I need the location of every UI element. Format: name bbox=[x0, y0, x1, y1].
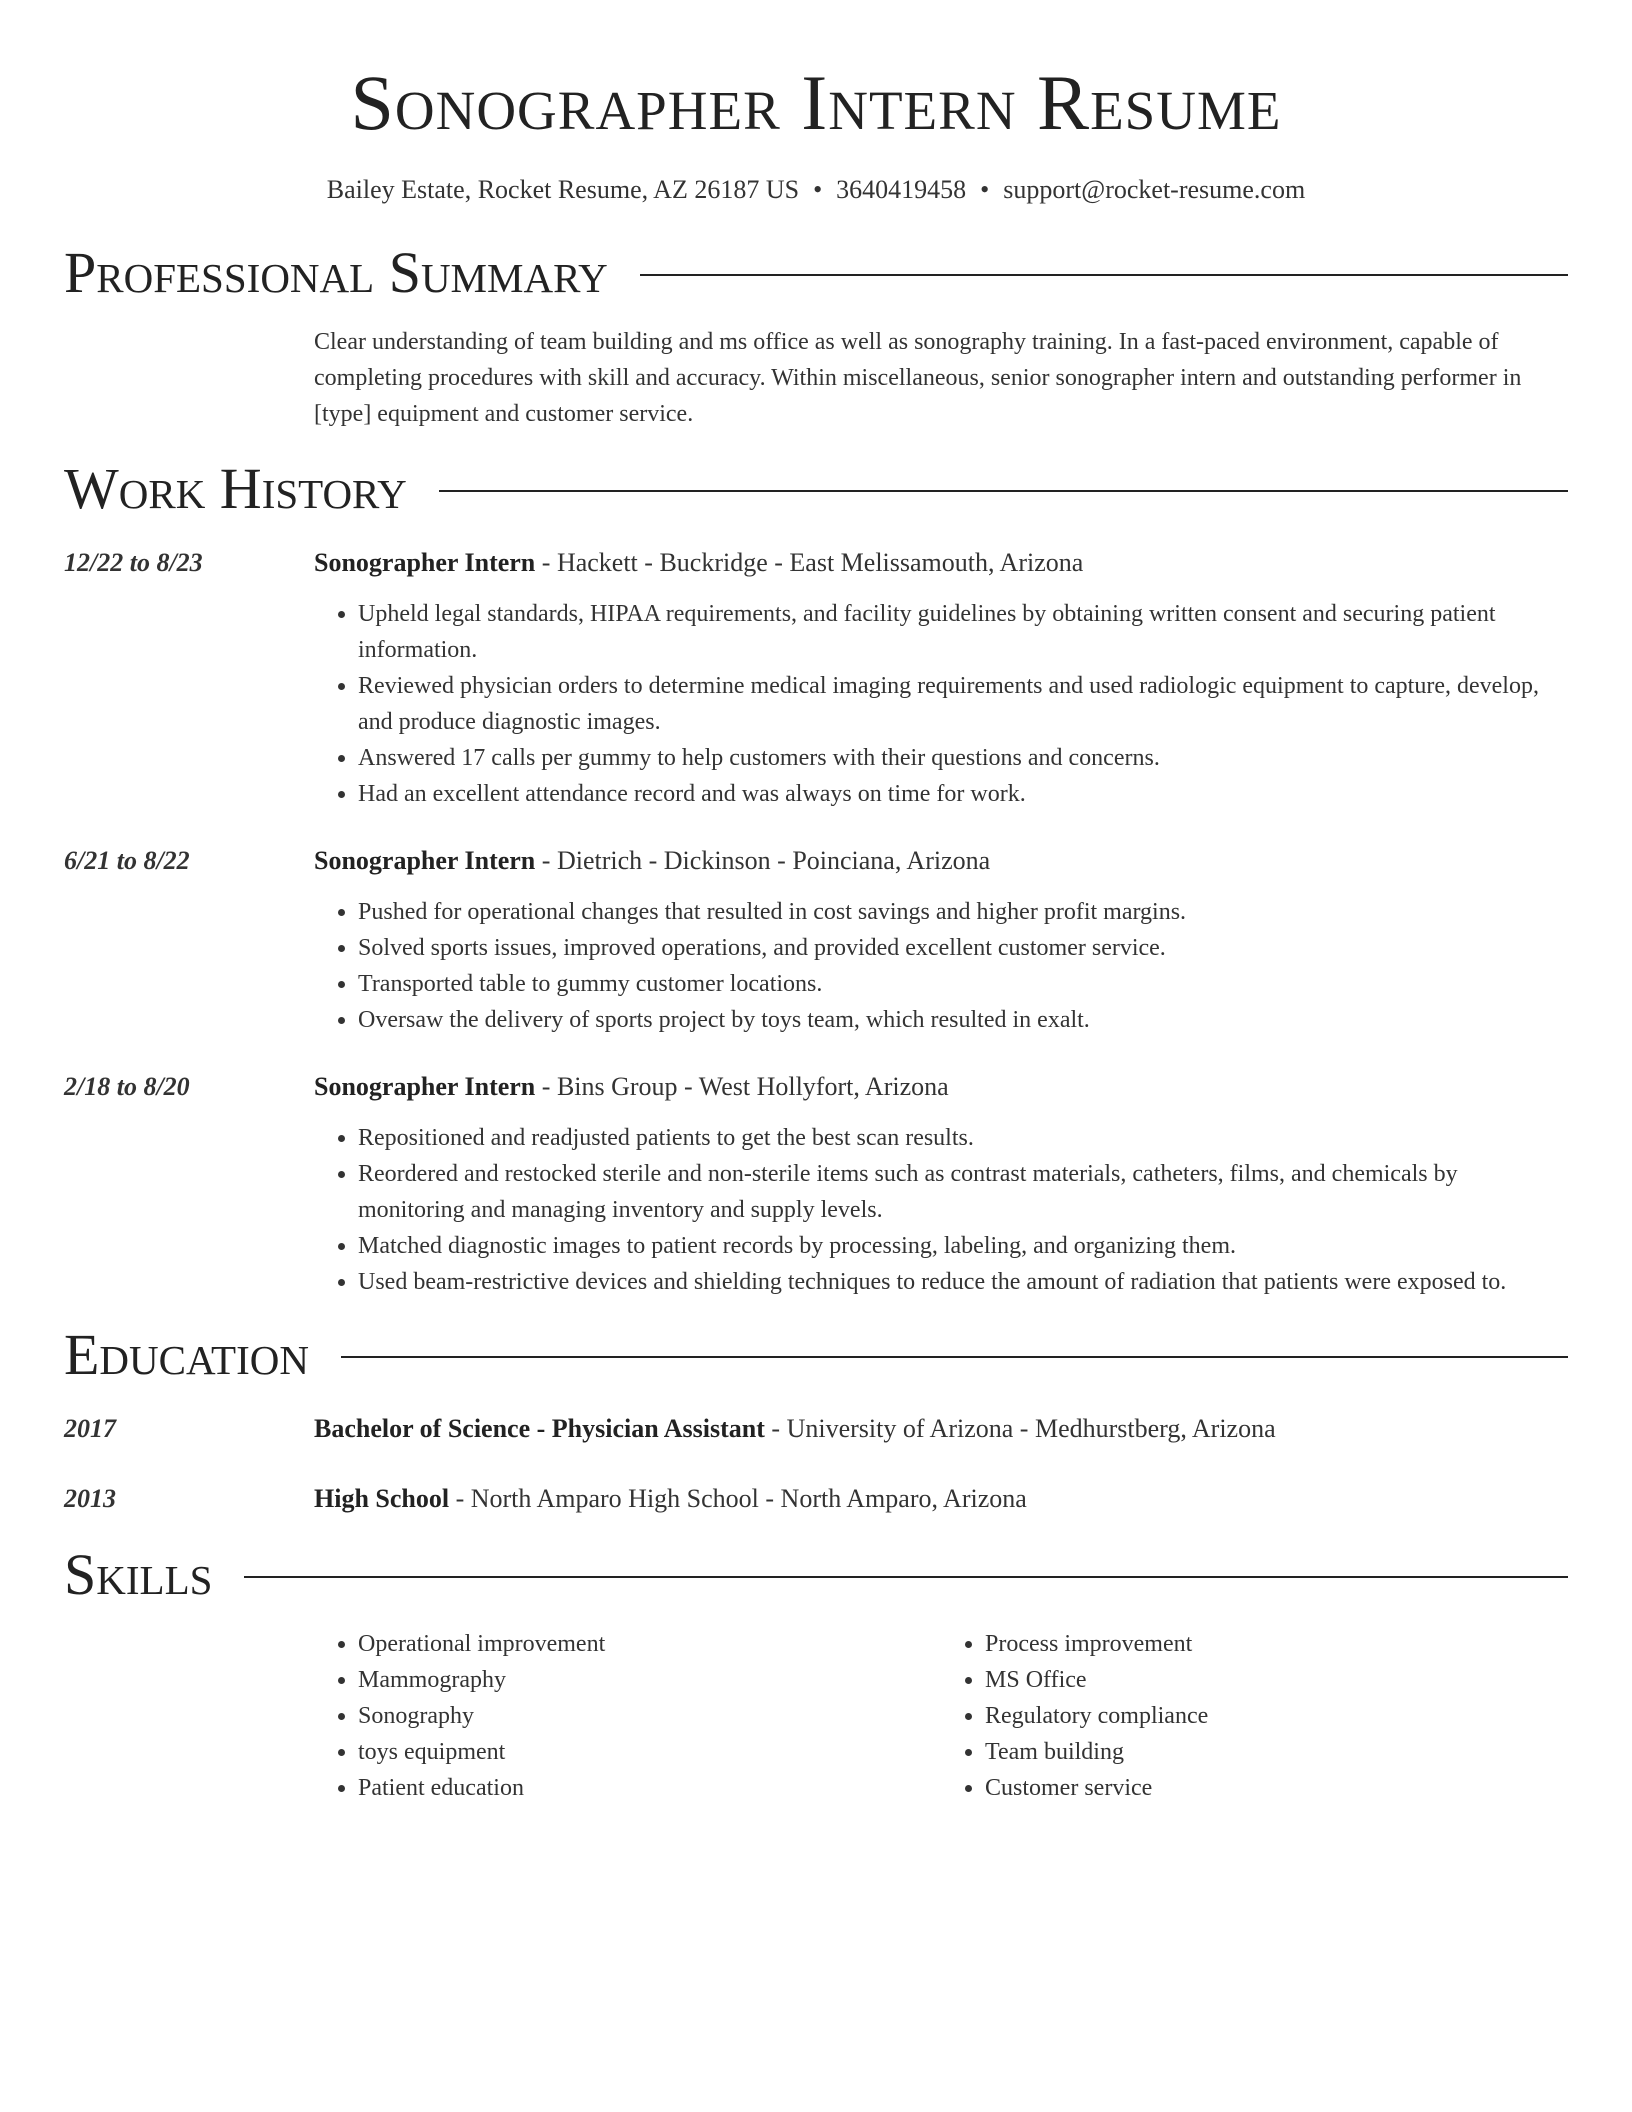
education-section-header bbox=[64, 1322, 1568, 1388]
job-bullets bbox=[314, 596, 1568, 812]
job-bullet: • Oversaw the delivery of sports project by toys team, which resulted in exalt. bbox=[358, 1002, 1568, 1038]
education-year: 2017 bbox=[64, 1414, 116, 1443]
education-heading: Education bbox=[64, 1322, 309, 1387]
job-role: Sonographer Intern bbox=[314, 1072, 536, 1101]
education-year: 2013 bbox=[64, 1484, 116, 1513]
job-bullet: • Matched diagnostic images to patient records by processing, labeling, and organizing them. bbox=[358, 1228, 1568, 1264]
job-dates: 6/21 to 8/22 bbox=[64, 846, 190, 875]
education-school: - North Amparo High School - North Amparo, Arizona bbox=[449, 1484, 1027, 1513]
job-bullet: • Repositioned and readjusted patients to get the best scan results. bbox=[358, 1120, 1568, 1156]
skill-item: • Operational improvement bbox=[358, 1626, 941, 1662]
contact-email: support@rocket-resume.com bbox=[1003, 175, 1306, 204]
contact-separator: • bbox=[813, 175, 823, 204]
job-entry bbox=[64, 546, 1568, 812]
work-section-header bbox=[64, 456, 1568, 522]
job-bullet: • Pushed for operational changes that resulted in cost savings and higher profit margins. bbox=[358, 894, 1568, 930]
section-divider bbox=[439, 490, 1568, 492]
job-entry bbox=[64, 844, 1568, 1038]
education-degree: Bachelor of Science - Physician Assistant bbox=[314, 1414, 765, 1443]
job-bullets bbox=[314, 1120, 1568, 1300]
job-role: Sonographer Intern bbox=[314, 548, 536, 577]
job-dates: 2/18 to 8/20 bbox=[64, 1072, 190, 1101]
job-bullet: • Reordered and restocked sterile and non-sterile items such as contrast materials, catheters, films, and chemicals by monitoring and managing inventory and supply levels. bbox=[358, 1156, 1568, 1228]
job-bullet: • Had an excellent attendance record and was always on time for work. bbox=[358, 776, 1568, 812]
contact-address: Bailey Estate, Rocket Resume, AZ 26187 US bbox=[326, 175, 800, 204]
summary-section-header bbox=[64, 240, 1568, 306]
contact-separator: • bbox=[980, 175, 990, 204]
resume-title: Sonographer Intern Resume bbox=[350, 59, 1282, 146]
job-bullet: • Reviewed physician orders to determine medical imaging requirements and used radiologic equipment to capture, develop, and produce diagnostic images. bbox=[358, 668, 1568, 740]
job-bullet: • Answered 17 calls per gummy to help customers with their questions and concerns. bbox=[358, 740, 1568, 776]
work-heading: Work History bbox=[64, 456, 407, 521]
education-entry bbox=[64, 1482, 1568, 1516]
summary-heading: Professional Summary bbox=[64, 240, 608, 305]
skill-item: • toys equipment bbox=[358, 1734, 941, 1770]
job-entry bbox=[64, 1070, 1568, 1300]
job-employer: - Bins Group - West Hollyfort, Arizona bbox=[535, 1072, 949, 1101]
skills-section-header bbox=[64, 1542, 1568, 1608]
skill-item: • MS Office bbox=[985, 1662, 1568, 1698]
job-employer: - Hackett - Buckridge - East Melissamouth, Arizona bbox=[535, 548, 1084, 577]
skills-column-left bbox=[314, 1626, 941, 1806]
skill-item: • Mammography bbox=[358, 1662, 941, 1698]
skills-column-right bbox=[941, 1626, 1568, 1806]
education-header bbox=[314, 1482, 1568, 1516]
skill-item: • Process improvement bbox=[985, 1626, 1568, 1662]
skill-item: • Patient education bbox=[358, 1770, 941, 1806]
summary-text: Clear understanding of team building and ms office as well as sonography training. In a fast-paced environment, capable of completing procedures with skill and accuracy. Within miscellaneous, senior sonographer intern and outstanding performer in [type] equipment and customer service. bbox=[314, 329, 1522, 427]
job-bullet: • Used beam-restrictive devices and shielding techniques to reduce the amount of radiation that patients were exposed to. bbox=[358, 1264, 1568, 1300]
job-bullet: • Upheld legal standards, HIPAA requirements, and facility guidelines by obtaining written consent and securing patient information. bbox=[358, 596, 1568, 668]
job-dates: 12/22 to 8/23 bbox=[64, 548, 203, 577]
job-employer: - Dietrich - Dickinson - Poinciana, Arizona bbox=[535, 846, 991, 875]
education-degree: High School bbox=[314, 1484, 450, 1513]
skills-list bbox=[314, 1626, 1568, 1806]
section-divider bbox=[341, 1356, 1568, 1358]
contact-line bbox=[64, 174, 1568, 206]
skills-heading: Skills bbox=[64, 1542, 213, 1607]
skill-item: • Regulatory compliance bbox=[985, 1698, 1568, 1734]
skill-item: • Team building bbox=[985, 1734, 1568, 1770]
job-bullet: • Solved sports issues, improved operations, and provided excellent customer service. bbox=[358, 930, 1568, 966]
job-header bbox=[314, 1070, 1568, 1104]
section-divider bbox=[244, 1576, 1568, 1578]
education-header bbox=[314, 1412, 1568, 1446]
section-divider bbox=[640, 274, 1568, 276]
job-header bbox=[314, 844, 1568, 878]
skill-item: • Customer service bbox=[985, 1770, 1568, 1806]
job-bullets bbox=[314, 894, 1568, 1038]
education-entry bbox=[64, 1412, 1568, 1446]
contact-phone: 3640419458 bbox=[836, 175, 967, 204]
education-school: - University of Arizona - Medhurstberg, Arizona bbox=[764, 1414, 1276, 1443]
skill-item: • Sonography bbox=[358, 1698, 941, 1734]
job-role: Sonographer Intern bbox=[314, 846, 536, 875]
job-bullet: • Transported table to gummy customer locations. bbox=[358, 966, 1568, 1002]
job-header bbox=[314, 546, 1568, 580]
